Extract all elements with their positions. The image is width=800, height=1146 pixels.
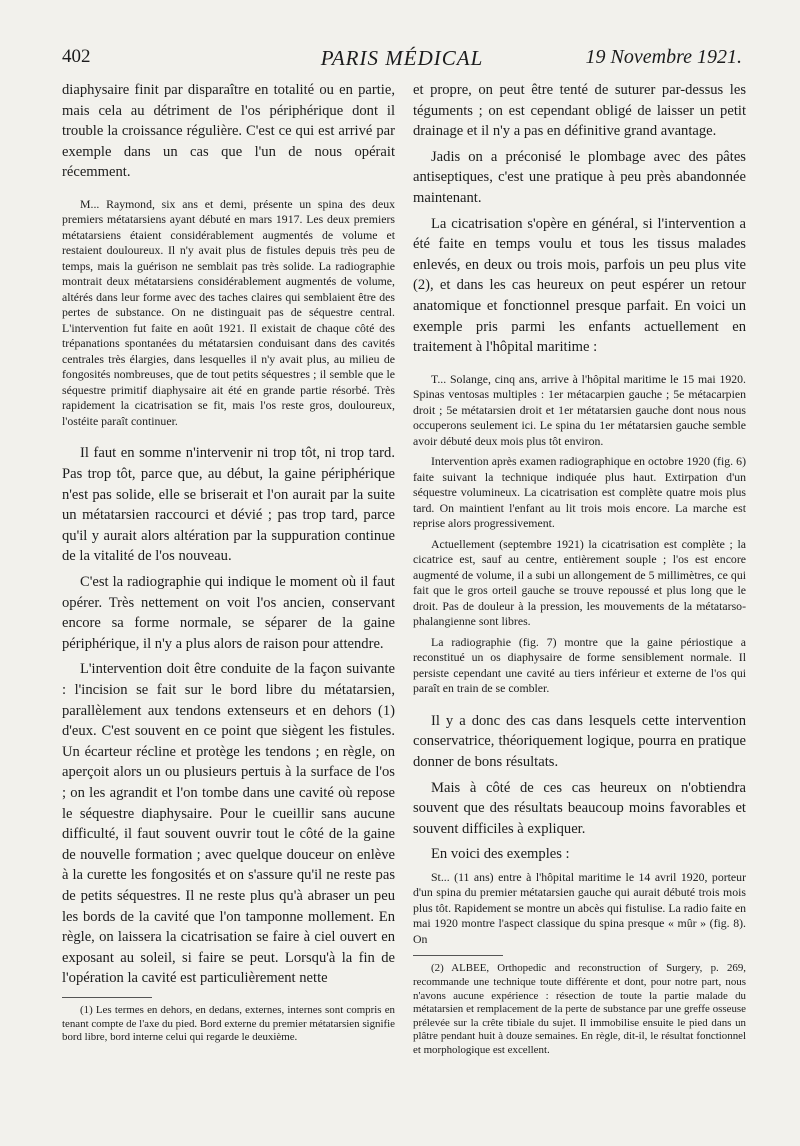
paragraph: En voici des exemples : [431, 846, 570, 863]
journal-title: PARIS MÉDICAL [320, 46, 484, 70]
paragraph: et propre, on peut être tenté de suturer par-dessus les téguments ; on est cependant obligé de laisser un petit drainage et il n'y a pas en définitive grand avantage. [413, 82, 746, 140]
paragraph: Il y a donc des cas dans lesquels cette intervention conservatrice, théoriquement logique, pourra en pratique donner de bons résultats. [413, 712, 746, 770]
footnote-1: (1) Les termes en dehors, en dedans, externes, internes sont compris en tenant compte de l'axe du pied. Bord externe du premier métatarsien signifie bord libre, bord interne celui qui regarde le deuxième. [62, 1003, 395, 1044]
case-report-solange-intervention: Intervention après examen radiographique en octobre 1920 (fig. 6) faite suivant la technique indiquée plus haut. Extirpation d'un séquestre volumineux. La cicatrisation est complète quatre mois plus tard. On maintient l'enfant au lit trois mois encore. La marche est reprise alors progressivement. [413, 454, 746, 531]
paragraph: Il faut en somme n'intervenir ni trop tôt, ni trop tard. Pas trop tôt, parce que, au début, la gaine périphérique n'est pas solide, elle se briserait et l'on aurait par la suite un métatarsien raccourci et dévié ; pas trop tard, parce qu'il y aurait alors altération par la suppuration continue de la vitalité de l'os nouveau. [62, 445, 395, 565]
footnote-2: (2) ALBEE, Orthopedic and reconstruction of Surgery, p. 269, recommande une technique toute différente et dont, pour notre part, nous n'avons aucune expérience : résection de toute la partie malade du métatarsien et remplacement de la perte de substance par une greffe osseuse prélevée sur la crête tibiale du sujet. Il immobilise ensuite le pied dans un plâtre pendant huit à douze semaines. En règle, dit-il, le résultat fonctionnel et morphologique est excellent. [413, 962, 746, 1056]
paragraph: L'intervention doit être conduite de la façon suivante : l'incision se fait sur le bord libre du métatarsien, parallèlement aux tendons extenseurs et en dehors (1) d'eux. C'est souvent en ce point que siègent les fistules. Un écarteur récline et protège les tendons ; en règle, on aperçoit alors un ou plusieurs pertuis à la surface de l'os ; on les agrandit et l'on tombe dans une cavité où repose le séquestre diaphysaire. Pour le cueillir sans aucune difficulté, il faut souvent ouvrir tout le côté de la gaine de nouvelle formation ; avec quelque douceur on enlève à la curette les fongosités et on s'assure qu'il ne reste pas de petits séquestres. Il ne reste plus qu'à abraser un peu les bords de la cavité que l'on tamponne mollement. En règle, on laissera la cicatrisation se faire à ciel ouvert en exposant au soleil, si faire se peut. Lorsqu'à la fin de l'opération la cavité est particulièrement nette [62, 661, 395, 987]
case-report-solange: T... Solange, cinq ans, arrive à l'hôpital maritime le 15 mai 1920. Spinas ventosas multiples : 1er métacarpien gauche ; 5e métacarpien droit ; 5e métatarsien droit et 1er métatarsien gauche dont nous nous occuperons seulement ici. Le spina du 1er métatarsien gauche semble avoir débuté deux mois plus tôt environ. [413, 371, 746, 448]
paragraph: diaphysaire finit par disparaître en totalité ou en partie, mais cela au détriment de l'os périphérique dont il trouble la croissance régulière. C'est ce qui est arrivé par exemple dans un cas que l'un de nous opérait récemment. [62, 82, 395, 181]
footnote-divider [62, 997, 152, 998]
paragraph: Mais à côté de ces cas heureux on n'obtiendra souvent que des résultats beaucoup moins favorables et souvent difficiles à expliquer. [413, 779, 746, 837]
paragraph: C'est la radiographie qui indique le moment où il faut opérer. Très nettement on voit l'os ancien, conservant encore sa forme normale, se séparer de la gaine périphérique, il n'y a plus alors de raison pour attendre. [62, 574, 395, 652]
left-column [62, 80, 395, 1045]
paragraph: La cicatrisation s'opère en général, si l'intervention a été faite en temps voulu et tous les tissus malades enlevés, en deux ou trois mois, parfois un peu plus vite (2), et dans les cas heureux on peut espérer un retour anatomique et fonctionnel presque parfait. En voici un exemple pris parmi les enfants actuellement en traitement à l'hôpital maritime : [413, 215, 746, 356]
page-header [62, 46, 742, 70]
right-column [413, 80, 746, 1058]
case-report-solange-current: Actuellement (septembre 1921) la cicatrisation est complète ; la cicatrice est, sauf au centre, entièrement souple ; l'os est encore augmenté de volume, il a subi un allongement de 5 millimètres, ce qui fait que le gros orteil gauche se trouve repoussé et plus long que le droit. Pas de douleur à la pression, les mouvements de la métatarso-phalangienne sont libres. [413, 536, 746, 629]
page-number: 402 [62, 46, 91, 67]
case-report-raymond: M... Raymond, six ans et demi, présente un spina des deux premiers métatarsiens ayant débuté en mars 1917. Les deux premiers métatarsiens étaient considérablement augmentés de volume et restaient douloureux. Il n'y avait plus de fistules depuis très peu de temps, mais la guérison ne semblait pas très solide. La radiographie montrait deux métatarsiens considérablement augmentés de volume, altérés dans leur forme avec des taches claires qui semblaient être des pertes de substance. On ne distinguait pas de séquestre central. L'intervention fut faite en août 1921. Il existait de chaque côté des trépanations spontanées du métatarsien conduisant dans des cavités centrales très élargies, dans lesquelles il n'y avait plus, au milieu de fongosités nombreuses, que de tout petits séquestres ; il semble que le séquestre primitif diaphysaire ait été en grande partie résorbé. Très rapidement la cicatrisation se fit, mais l'os reste gros, douloureux, l'ostéite paraît continuer. [62, 196, 395, 428]
paragraph: Jadis on a préconisé le plombage avec des pâtes antiseptiques, c'est une pratique à peu près abandonnée maintenant. [413, 148, 746, 206]
issue-date: 19 Novembre 1921. [585, 46, 742, 68]
case-report-st: St... (11 ans) entre à l'hôpital maritime le 14 avril 1920, porteur d'un spina du premier métatarsien gauche qui aurait débuté trois mois plus tôt. Rapidement se montre un abcès qui fistulise. La radio faite en mai 1920 montre l'aspect classique du spina presque « mûr » (fig. 8). On [413, 869, 746, 946]
footnote-divider [413, 955, 503, 956]
case-report-solange-radiography: La radiographie (fig. 7) montre que la gaine périostique a reconstitué un os diaphysaire de forme sensiblement normale. Il persiste cependant une cavité au tiers inférieur et externe de l'os qui paraît en train de se combler. [413, 634, 746, 696]
